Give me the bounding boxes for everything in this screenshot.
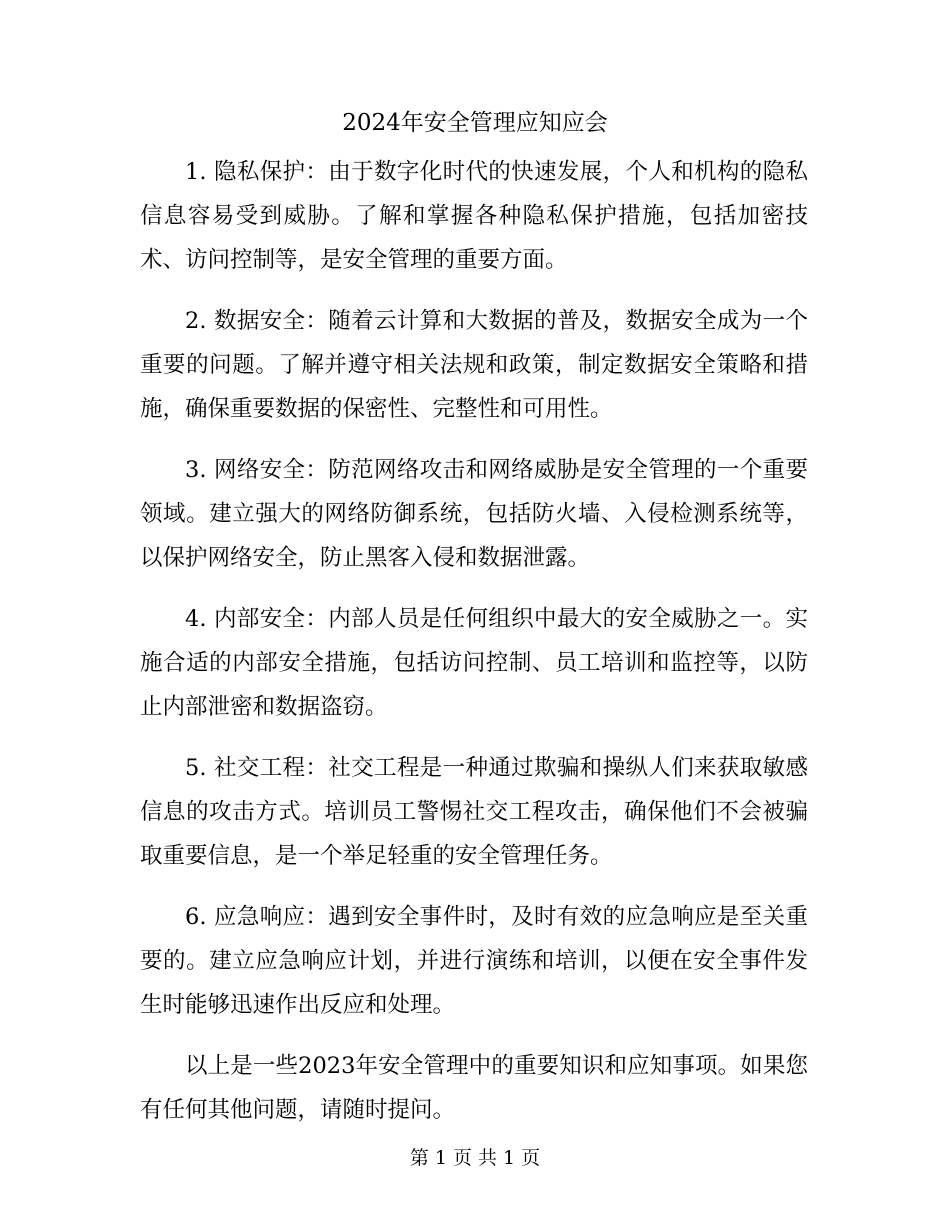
paragraph-emergency-response: 6. 应急响应：遇到安全事件时，及时有效的应急响应是至关重要的。建立应急响应计划，并进行演练和培训，以便在安全事件发生时能够迅速作出反应和处理。 — [140, 904, 808, 1018]
document-body — [140, 150, 808, 1149]
paragraph-conclusion: 以上是一些2023年安全管理中的重要知识和应知事项。如果您有任何其他问题，请随时提问。 — [140, 1053, 808, 1123]
document-title: 2024年安全管理应知应会 — [342, 110, 608, 136]
paragraph-social-engineering: 5. 社交工程：社交工程是一种通过欺骗和操纵人们来获取敏感信息的攻击方式。培训员工警惕社交工程攻击，确保他们不会被骗取重要信息，是一个举足轻重的安全管理任务。 — [140, 755, 808, 869]
paragraph-network-security: 3. 网络安全：防范网络攻击和网络威胁是安全管理的一个重要领域。建立强大的网络防御系统，包括防火墙、入侵检测系统等，以保护网络安全，防止黑客入侵和数据泄露。 — [140, 457, 808, 571]
paragraph-privacy-protection: 1. 隐私保护：由于数字化时代的快速发展，个人和机构的隐私信息容易受到威胁。了解和掌握各种隐私保护措施，包括加密技术、访问控制等，是安全管理的重要方面。 — [140, 159, 808, 273]
paragraph-data-security: 2. 数据安全：随着云计算和大数据的普及，数据安全成为一个重要的问题。了解并遵守相关法规和政策，制定数据安全策略和措施，确保重要数据的保密性、完整性和可用性。 — [140, 308, 808, 422]
paragraph-internal-security: 4. 内部安全：内部人员是任何组织中最大的安全威胁之一。实施合适的内部安全措施，包括访问控制、员工培训和监控等，以防止内部泄密和数据盗窃。 — [140, 606, 808, 720]
page-number-footer: 第 1 页 共 1 页 — [409, 1147, 541, 1169]
